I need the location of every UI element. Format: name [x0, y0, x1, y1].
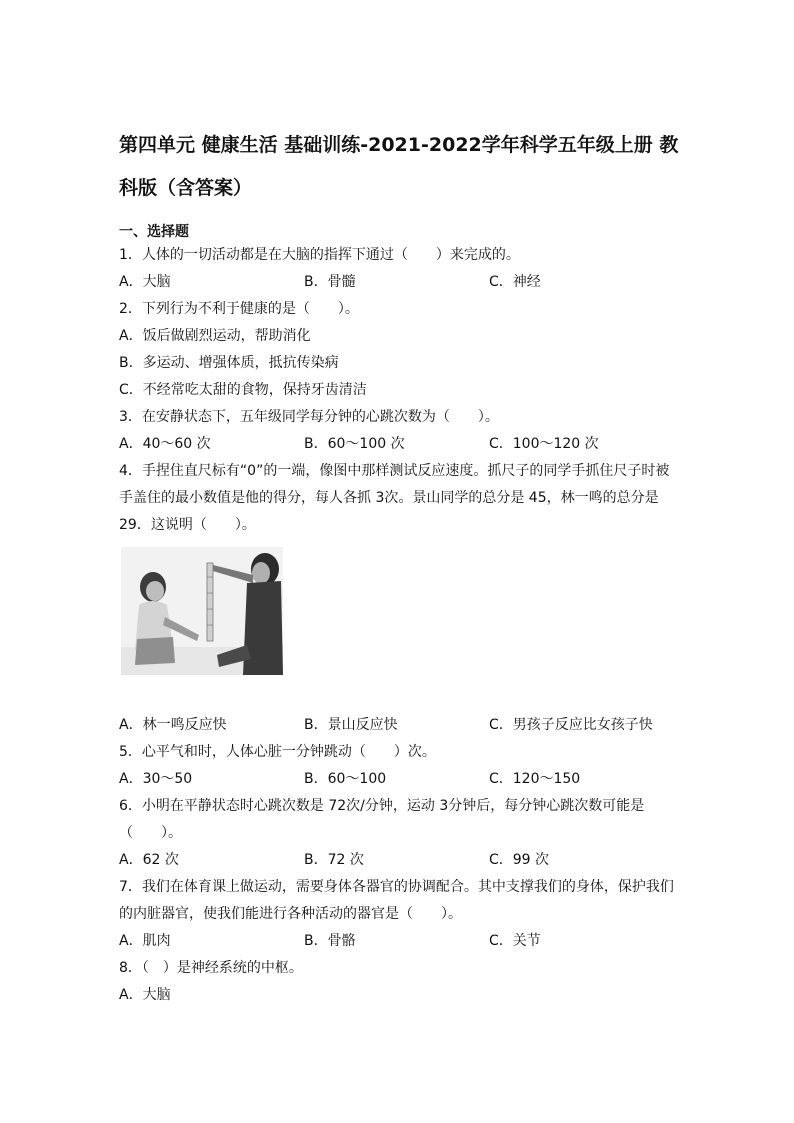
question-5-option-c: C．120～150	[489, 771, 581, 787]
question-5-option-b: B．60～100	[304, 771, 387, 787]
question-1-option-a: A．大脑	[119, 274, 171, 290]
question-6-option-b: B．72 次	[304, 852, 364, 868]
question-3-stem: 3．在安静状态下，五年级同学每分钟的心跳次数为（ ）。	[119, 409, 499, 425]
question-3-option-b: B．60～100 次	[304, 436, 405, 452]
question-4-option-c: C．男孩子反应比女孩子快	[489, 717, 653, 733]
question-5-stem: 5．心平气和时，人体心脏一分钟跳动（ ）次。	[119, 744, 436, 760]
question-4-stem-line-3: 29．这说明（ ）。	[119, 517, 256, 533]
question-1-option-c: C．神经	[489, 274, 541, 290]
question-6-option-a: A．62 次	[119, 852, 179, 868]
question-4-option-b: B．景山反应快	[304, 717, 398, 733]
question-6-option-c: C．99 次	[489, 852, 550, 868]
question-1-option-b: B．骨髓	[304, 274, 356, 290]
question-6-stem-line-1: 6．小明在平静状态时心跳次数是 72次/分钟，运动 3分钟后，每分钟心跳次数可能是	[119, 798, 645, 814]
question-7-option-c: C．关节	[489, 933, 541, 949]
question-4-stem-line-1: 4．手捏住直尺标有“0”的一端，像图中那样测试反应速度。抓尺子的同学手抓住尺子时被	[119, 463, 670, 479]
question-5-option-a: A．30～50	[119, 771, 193, 787]
question-1-stem: 1．人体的一切活动都是在大脑的指挥下通过（ ）来完成的。	[119, 247, 520, 263]
section-heading: 一、选择题	[119, 224, 189, 240]
question-6-stem-line-2: （ ）。	[119, 825, 182, 841]
question-8-stem: 8．（ ）是神经系统的中枢。	[119, 960, 303, 976]
question-2-option-a: A．饭后做剧烈运动，帮助消化	[119, 328, 311, 344]
question-2-option-b: B．多运动、增强体质，抵抗传染病	[119, 355, 339, 371]
question-3-option-c: C．100～120 次	[489, 436, 599, 452]
page-title: 第四单元 健康生活 基础训练-2021-2022学年科学五年级上册 教科版（含答案）	[119, 134, 679, 199]
question-3-option-a: A．40～60 次	[119, 436, 211, 452]
question-7-stem-line-2: 的内脏器官，使我们能进行各种活动的器官是（ ）。	[119, 906, 462, 922]
question-2-option-c: C．不经常吃太甜的食物，保持牙齿清洁	[119, 382, 367, 398]
question-8-option-a: A．大脑	[119, 987, 171, 1003]
question-2-stem: 2．下列行为不利于健康的是（ ）。	[119, 301, 359, 317]
question-4-option-a: A．林一鸣反应快	[119, 717, 227, 733]
reaction-test-photo	[121, 547, 283, 675]
question-7-option-a: A．肌肉	[119, 933, 171, 949]
question-7-option-b: B．骨骼	[304, 933, 356, 949]
question-4-stem-line-2: 手盖住的最小数值是他的得分，每人各抓 3次。景山同学的总分是 45，林一鸣的总分是	[119, 490, 659, 506]
question-7-stem-line-1: 7．我们在体育课上做运动，需要身体各器官的协调配合。其中支撑我们的身体，保护我们	[119, 879, 674, 895]
